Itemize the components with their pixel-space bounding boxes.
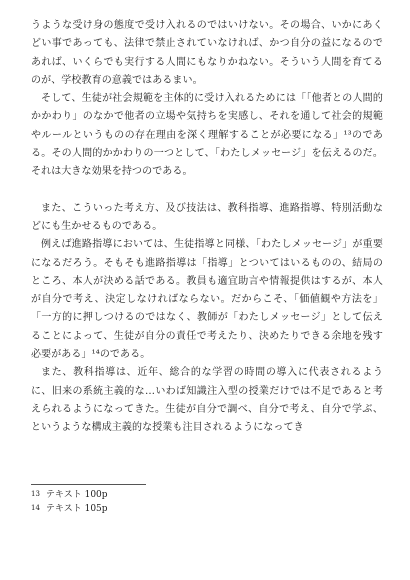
footnote-text: テキスト 100p xyxy=(45,490,108,500)
body-text xyxy=(31,17,383,438)
paragraph: うような受け身の態度で受け入れるのではいけない。その場合、いかにあくどい事であっても、法律で禁止されていなければ、かつ自分の益になるのであれば、いくらでも実行する人間にもなりかねない。そういう人間を育てるのが、学校教育の意義ではあるまい。 xyxy=(31,20,383,86)
footnote-number: 13 xyxy=(31,490,40,498)
paragraph: 例えば進路指導においては、生徒指導と同様、「わたしメッセージ」が重要になるだろう。そもそも進路指導は「指導」とついてはいるものの、結局のところ、本人が決める話である。教員も適宜助言や情報提供はするが、本人が自分で考え、決定しなければならない。だからこそ、「価値観や方法を」「一方的に押しつけるのではなく、教師が「わたしメッセージ」として伝えることによって、生徒が自分の責任で考えたり、決めたりできる余地を残す必要がある」¹⁴のである。 xyxy=(31,239,383,361)
paragraph: そして、生徒が社会規範を主体的に受け入れるためには「「他者との人間的かかわり」のなかで他者の立場や気持ちを実感し、それを通して社会的規範やルールというものの存在理由を深く理解することが必要になる」¹³のである。その人間的かかわりの一つとして、「わたしメッセージ」を伝えるのだ。それは大きな効果を持つのである。 xyxy=(31,93,383,178)
footnotes xyxy=(31,488,108,516)
footnote-number: 14 xyxy=(31,504,40,512)
paragraph: また、教科指導は、近年、総合的な学習の時間の導入に代表されるように、旧来の系統主義的な…いわば知識注入型の授業だけでは不足であると考えられるようになってきた。生徒が自分で調べ、自分で考え、自分で学ぶ、というような構成主義的な授業も注目されるようになってき xyxy=(31,367,383,434)
footnote-13 xyxy=(31,488,108,502)
footnote-14 xyxy=(31,502,108,516)
paragraph: また、こういった考え方、及び技法は、教科指導、進路指導、特別活動などにも生かせるものである。 xyxy=(31,202,383,232)
footnote-divider xyxy=(31,484,146,485)
paragraph-gap xyxy=(31,182,383,200)
footnote-text: テキスト 105p xyxy=(45,504,108,514)
